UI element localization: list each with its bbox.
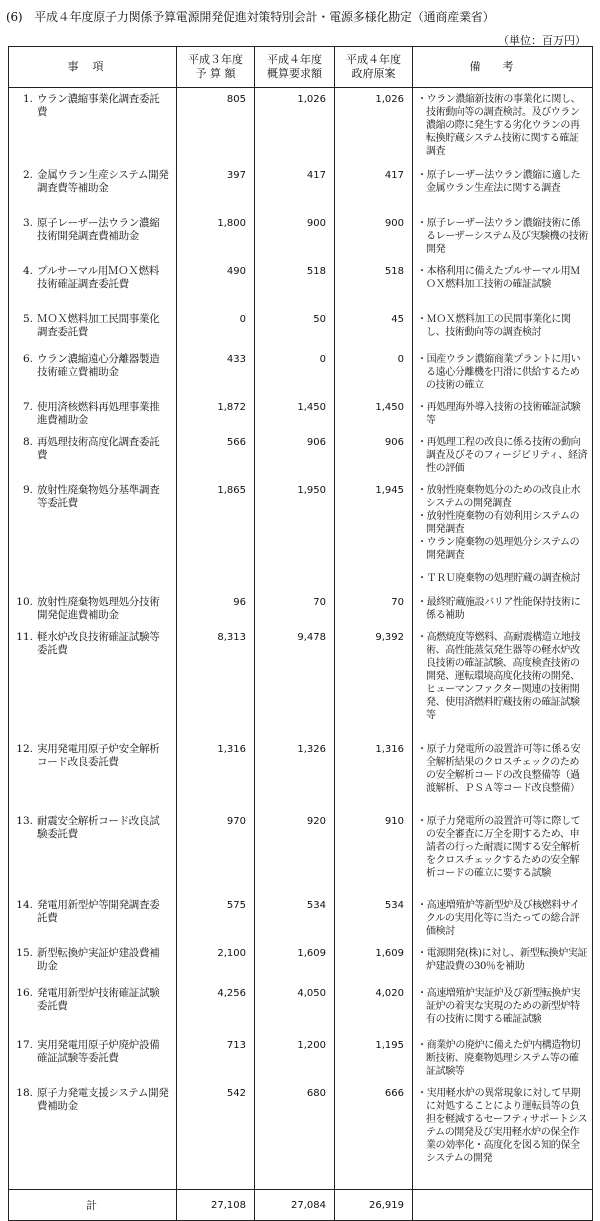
remarks-cell [413, 810, 593, 894]
item-number: 10. [16, 595, 33, 608]
remarks-cell [413, 348, 593, 396]
fy4-government-value: 518 [335, 260, 413, 308]
remark-text: ・高速増殖炉等新型炉及び核燃料サイクルの実用化等に当たっての総合評価検討 [417, 899, 580, 937]
item-number: 5. [22, 312, 33, 325]
remarks-cell [413, 396, 593, 431]
fy4-request-value: 900 [255, 212, 335, 260]
remark-text: ・高燃焼度等燃料、高耐震構造立地技術、高性能蒸気発生器等の軽水炉改良技術の確証試験、高度検査技術の開発、運転環境高度化技術の開発、ヒューマンファクター関連の技術開発、使用済燃料貯蔵技術の確証試験等 [417, 631, 581, 721]
remarks-cell [413, 164, 593, 212]
remark-text: ・原子力発電所の設置許可等に際しての安全審査に万全を期するため、申請者の行った耐震に関する安全解析をクロスチェックするための安全解析コードの確立に要する試験 [417, 815, 581, 879]
remarks-cell [413, 894, 593, 942]
item-name: ＭＯＸ燃料加工民間事業化調査委託費 [37, 312, 160, 338]
remarks-cell [413, 308, 593, 348]
remarks-cell [413, 982, 593, 1034]
fy3-budget-value: 1,872 [177, 396, 255, 431]
fy3-budget-value: 397 [177, 164, 255, 212]
item-number: 7. [22, 400, 33, 413]
remark-text: ・放射性廃棄物の有効利用システムの開発調査 [417, 510, 580, 535]
fy3-budget-value: 0 [177, 308, 255, 348]
remark-text: ・原子レーザー法ウラン濃縮に適した金属ウラン生産法に関する調査 [417, 169, 581, 194]
header-row [9, 47, 593, 88]
fy4-request-value: 417 [255, 164, 335, 212]
item-cell [9, 1034, 177, 1082]
total-fy4-government-value: 26,919 [335, 1190, 413, 1221]
remark-text: ・放射性廃棄物処分のための改良止水システムの開発調査 [417, 484, 581, 509]
remarks-cell [413, 591, 593, 626]
table-row [9, 738, 593, 810]
item-name: 発電用新型炉等開発調査委託費 [37, 898, 160, 924]
table-row [9, 260, 593, 308]
fy4-government-value: 417 [335, 164, 413, 212]
total-fy3-value: 27,108 [177, 1190, 255, 1221]
item-cell [9, 164, 177, 212]
fy4-request-value: 1,450 [255, 396, 335, 431]
table-row [9, 982, 593, 1034]
item-number: 12. [16, 742, 33, 755]
item-name: ウラン濃縮事業化調査委託費 [37, 93, 160, 118]
item-cell [9, 88, 177, 164]
fy4-government-value: 910 [335, 810, 413, 894]
header-fy3-budget: 平成３年度 予 算 額 [177, 47, 255, 88]
header-remarks: 備考 [413, 47, 593, 88]
fy4-request-value: 70 [255, 591, 335, 626]
item-cell [9, 479, 177, 591]
fy4-request-value: 50 [255, 308, 335, 348]
header-fy4-government: 平成４年度 政府原案 [335, 47, 413, 88]
item-name: 実用発電用原子炉廃炉設備確証試験等委託費 [37, 1038, 160, 1064]
remark-text: ・国産ウラン濃縮商業プラントに用いる遠心分離機を円滑に供給するための技術の確立 [417, 353, 581, 391]
table-row [9, 626, 593, 738]
table-row [9, 164, 593, 212]
fy3-budget-value: 970 [177, 810, 255, 894]
remark-text: ・再処理工程の改良に係る技術の動向調査及びそのフィージビリティ、経済性の評価 [417, 436, 588, 474]
item-cell [9, 894, 177, 942]
fy3-budget-value: 542 [177, 1082, 255, 1190]
fy3-budget-value: 566 [177, 431, 255, 479]
table-row [9, 479, 593, 591]
table-row [9, 810, 593, 894]
remark-text: ・原子レーザー法ウラン濃縮技術に係るレーザーシステム及び実験機の技術開発 [417, 217, 588, 255]
fy4-request-value: 534 [255, 894, 335, 942]
item-number: 8. [22, 435, 33, 448]
fy4-government-value: 1,195 [335, 1034, 413, 1082]
table-row [9, 942, 593, 982]
unit-label: （単位：百万円） [498, 34, 586, 47]
fy3-budget-value: 96 [177, 591, 255, 626]
remark-text: ・商業炉の廃炉に備えた炉内構造物切断技術、廃棄物処理システム等の確証試験等 [417, 1039, 581, 1077]
item-cell [9, 212, 177, 260]
item-cell [9, 348, 177, 396]
remark-text: ・実用軽水炉の異常現象に対して早期に対処することにより運転員等の負担を軽減するセーフティサポートシステムの開発及び実用軽水炉の保全作業の効率化・高度化を図る知的保全システムの開発 [417, 1087, 588, 1164]
table-row [9, 348, 593, 396]
remark-text: ・原子力発電所の設置許可等に係る安全解析結果のクロスチェックのための安全解析コードの改良整備等（過渡解析、ＰＳＡ等コード改良整備） [417, 743, 581, 794]
document-title: (6) 平成４年度原子力関係予算電源開発促進対策特別会計・電源多様化勘定（通商産業省） [6, 10, 495, 24]
item-cell [9, 626, 177, 738]
fy4-request-value: 906 [255, 431, 335, 479]
item-number: 18. [16, 1086, 33, 1099]
fy4-request-value: 920 [255, 810, 335, 894]
remark-text: ・最終貯蔵施設バリア性能保持技術に係る補助 [417, 596, 581, 621]
table-row [9, 212, 593, 260]
table-row [9, 88, 593, 164]
item-cell [9, 591, 177, 626]
fy3-budget-value: 713 [177, 1034, 255, 1082]
fy3-budget-value: 1,316 [177, 738, 255, 810]
fy4-government-value: 45 [335, 308, 413, 348]
fy4-request-value: 9,478 [255, 626, 335, 738]
remark-text: ・高速増殖炉実証炉及び新型転換炉実証炉の着実な実現のための新型炉特有の技術に関する確証試験 [417, 987, 581, 1025]
item-name: ウラン濃縮遠心分離器製造技術確立費補助金 [37, 352, 160, 378]
total-remarks-empty [413, 1190, 593, 1221]
item-name: 新型転換炉実証炉建設費補助金 [37, 946, 160, 972]
fy4-government-value: 1,316 [335, 738, 413, 810]
fy3-budget-value: 575 [177, 894, 255, 942]
item-cell [9, 942, 177, 982]
item-name: 原子力発電支援システム開発費補助金 [37, 1086, 169, 1112]
item-number: 16. [16, 986, 33, 999]
item-number: 1. [22, 93, 33, 105]
fy3-budget-value: 4,256 [177, 982, 255, 1034]
fy3-budget-value: 2,100 [177, 942, 255, 982]
item-name: 耐震安全解析コード改良試験委託費 [37, 814, 160, 840]
fy4-government-value: 1,609 [335, 942, 413, 982]
table-row [9, 591, 593, 626]
remark-text: ・ウラン廃棄物の処理処分システムの開発調査 [417, 536, 580, 561]
fy4-government-value: 900 [335, 212, 413, 260]
item-number: 3. [22, 216, 33, 229]
fy4-request-value: 1,609 [255, 942, 335, 982]
item-cell [9, 810, 177, 894]
item-name: 原子レーザー法ウラン濃縮技術開発調査費補助金 [37, 216, 160, 242]
total-row [9, 1190, 593, 1221]
item-cell [9, 431, 177, 479]
fy4-government-value: 1,450 [335, 396, 413, 431]
item-number: 4. [22, 264, 33, 277]
item-name: プルサーマル用ＭＯＸ燃料技術確証調査委託費 [37, 264, 159, 290]
item-number: 13. [16, 814, 33, 827]
table-row [9, 1034, 593, 1082]
header-item: 事項 [9, 47, 177, 88]
item-cell [9, 396, 177, 431]
remark-text: ・ＴＲＵ廃棄物の処理貯蔵の調査検討 [417, 572, 581, 584]
remarks-cell [413, 260, 593, 308]
remarks-cell [413, 479, 593, 591]
item-number: 2. [22, 168, 33, 181]
item-name: 放射性廃棄物処理処分技術開発促進費補助金 [37, 595, 160, 621]
remark-text: ・電源開発(株)に対し、新型転換炉実証炉建設費の30％を補助 [417, 947, 588, 972]
item-name: 使用済核燃料再処理事業推進費補助金 [37, 400, 160, 426]
fy4-request-value: 1,950 [255, 479, 335, 591]
item-name: 放射性廃棄物処分基準調査等委託費 [37, 483, 160, 509]
remarks-cell [413, 626, 593, 738]
fy4-request-value: 1,200 [255, 1034, 335, 1082]
remarks-cell [413, 738, 593, 810]
item-number: 6. [22, 352, 33, 365]
fy3-budget-value: 805 [177, 88, 255, 164]
fy4-government-value: 70 [335, 591, 413, 626]
table-row [9, 431, 593, 479]
fy4-government-value: 1,026 [335, 88, 413, 164]
header-fy4-request: 平成４年度 概算要求額 [255, 47, 335, 88]
budget-table [8, 46, 593, 1221]
remarks-cell [413, 212, 593, 260]
remarks-cell [413, 431, 593, 479]
total-label: 計 [9, 1190, 177, 1221]
item-number: 15. [16, 946, 33, 959]
item-name: 金属ウラン生産システム開発調査費等補助金 [37, 168, 169, 194]
remark-text: ・ウラン濃縮新技術の事業化に関し、技術動向等の調査検討。及びウラン濃縮の際に発生する劣化ウランの再転換貯蔵システム技術に関する確証調査 [417, 94, 581, 157]
remark-text: ・再処理海外導入技術の技術確証試験等 [417, 401, 581, 426]
remarks-cell [413, 88, 593, 164]
table-row [9, 1082, 593, 1190]
item-cell [9, 260, 177, 308]
item-name: 発電用新型炉技術確証試験委託費 [37, 986, 160, 1012]
item-cell [9, 1082, 177, 1190]
fy4-government-value: 9,392 [335, 626, 413, 738]
fy4-request-value: 1,026 [255, 88, 335, 164]
remark-text: ・ＭＯＸ燃料加工の民間事業化に関し、技術動向等の調査検討 [417, 313, 571, 338]
fy4-request-value: 518 [255, 260, 335, 308]
remarks-cell [413, 1034, 593, 1082]
remarks-cell [413, 942, 593, 982]
fy4-government-value: 906 [335, 431, 413, 479]
fy4-request-value: 680 [255, 1082, 335, 1190]
fy3-budget-value: 433 [177, 348, 255, 396]
item-cell [9, 308, 177, 348]
total-fy4-request-value: 27,084 [255, 1190, 335, 1221]
item-number: 11. [16, 630, 33, 643]
fy4-request-value: 4,050 [255, 982, 335, 1034]
table-body [9, 88, 593, 1221]
fy3-budget-value: 490 [177, 260, 255, 308]
table-row [9, 894, 593, 942]
item-cell [9, 738, 177, 810]
table-row [9, 308, 593, 348]
fy3-budget-value: 8,313 [177, 626, 255, 738]
item-cell [9, 982, 177, 1034]
fy4-government-value: 534 [335, 894, 413, 942]
fy4-government-value: 0 [335, 348, 413, 396]
fy4-request-value: 1,326 [255, 738, 335, 810]
item-number: 9. [22, 483, 33, 496]
item-name: 再処理技術高度化調査委託費 [37, 435, 160, 461]
item-name: 実用発電用原子炉安全解析コード改良委託費 [37, 742, 160, 768]
fy4-government-value: 666 [335, 1082, 413, 1190]
fy3-budget-value: 1,800 [177, 212, 255, 260]
table-row [9, 396, 593, 431]
remarks-cell [413, 1082, 593, 1190]
item-number: 17. [16, 1038, 33, 1051]
fy4-government-value: 1,945 [335, 479, 413, 591]
item-name: 軽水炉改良技術確証試験等委託費 [37, 630, 160, 656]
item-number: 14. [16, 898, 33, 911]
fy4-request-value: 0 [255, 348, 335, 396]
fy3-budget-value: 1,865 [177, 479, 255, 591]
fy4-government-value: 4,020 [335, 982, 413, 1034]
remark-text: ・本格利用に備えたプルサーマル用ＭＯＸ燃料加工技術の確証試験 [417, 265, 580, 290]
